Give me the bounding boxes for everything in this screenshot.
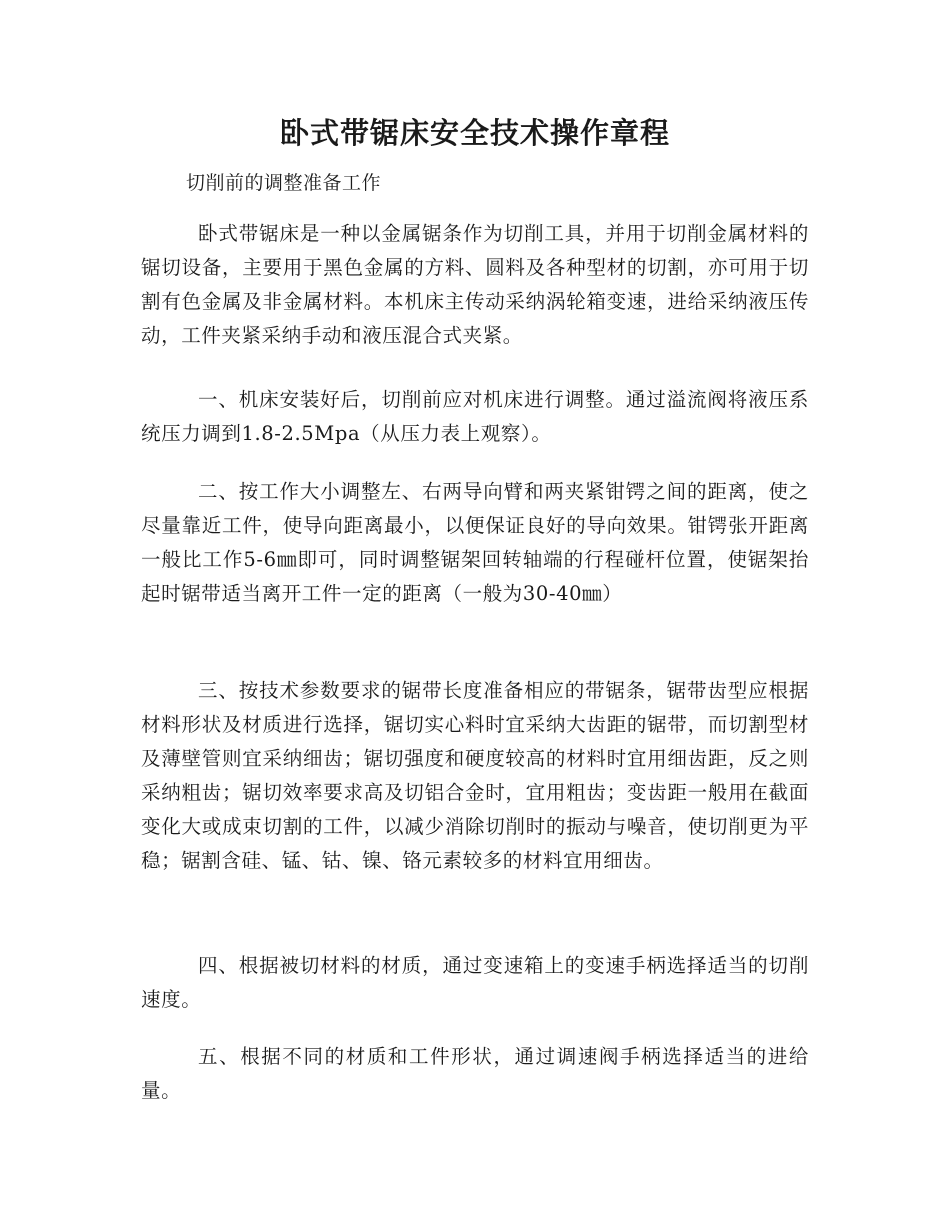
section-subtitle: 切削前的调整准备工作 bbox=[186, 172, 382, 194]
document-title: 卧式带锯床安全技术操作章程 bbox=[279, 116, 670, 150]
step-4-paragraph: 四、根据被切材料的材质，通过变速箱上的变速手柄选择适当的切削速度。 bbox=[141, 954, 809, 1011]
step-3-paragraph: 三、按技术参数要求的锯带长度准备相应的带锯条，锯带齿型应根据材料形状及材质进行选择，锯切实心料时宜采纳大齿距的锯带，而切割型材及薄壁管则宜采纳细齿；锯切强度和硬度较高的材料时宜用细齿距，反之则采纳粗齿；锯切效率要求高及切铝合金时，宜用粗齿；变齿距一般用在截面变化大或成束切割的工件，以减少消除切削时的振动与噪音，使切削更为平稳；锯割含硅、锰、钴、镍、铬元素较多的材料宜用细齿。 bbox=[141, 679, 809, 872]
step-1-paragraph: 一、机床安装好后，切削前应对机床进行调整。通过溢流阀将液压系统压力调到1.8-2.5Mpa（从压力表上观察）。 bbox=[141, 388, 809, 445]
intro-paragraph: 卧式带锯床是一种以金属锯条作为切削工具，并用于切削金属材料的锯切设备，主要用于黑色金属的方料、圆料及各种型材的切割，亦可用于切割有色金属及非金属材料。本机床主传动采纳涡轮箱变速，进给采纳液压传动，工件夹紧采纳手动和液压混合式夹紧。 bbox=[141, 222, 809, 347]
step-2-paragraph: 二、按工作大小调整左、右两导向臂和两夹紧钳锷之间的距离，使之尽量靠近工件，使导向距离最小，以便保证良好的导向效果。钳锷张开距离一般比工作5-6㎜即可，同时调整锯架回转轴端的行程碰杆位置，使锯架抬起时锯带适当离开工件一定的距离（一般为30-40㎜） bbox=[141, 480, 809, 605]
step-5-paragraph: 五、根据不同的材质和工件形状，通过调速阀手柄选择适当的进给量。 bbox=[141, 1045, 809, 1102]
